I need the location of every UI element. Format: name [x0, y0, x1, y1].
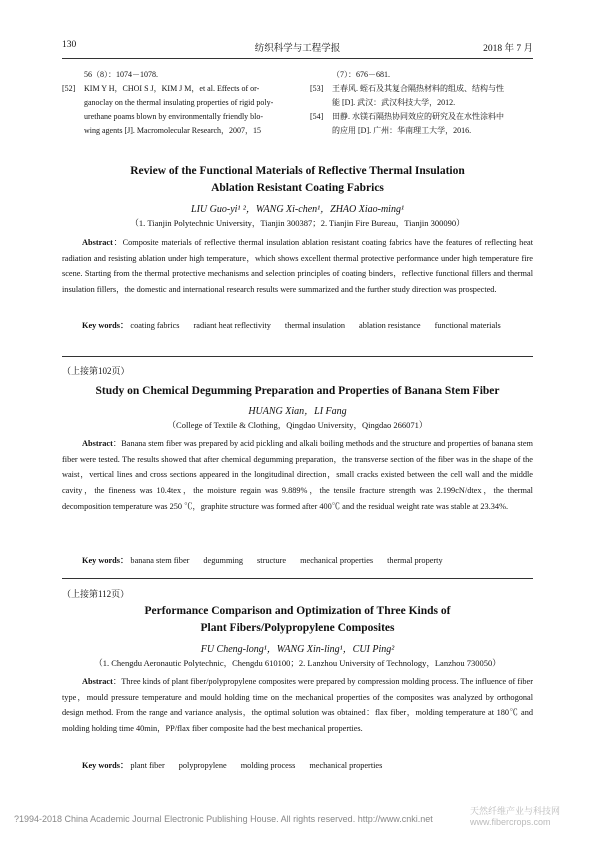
keyword: degumming: [203, 556, 244, 565]
article1-keywords: Key words： coating fabrics radiant heat reflectivity thermal insulation ablation resistance functional materials: [82, 321, 501, 330]
article2-abstract: Abstract：Banana stem fiber was prepared by acid pickling and alkali boiling methods and the structure and properties of banana stem fiber were tested. The results showed that after chemical degumming preparation，the transverse section of the fiber was in the shape of the waist，vertical lines and cross sections appeared in the longitudinal direction，small cracks existed between the cell wall and the middle cavity，the fineness was 10.4tex，the moisture regain was 9.889%，the tensile fracture strength was 2.199cN/dtex，the thermal decomposition temperature was 250 ℃，graphite structure was formed after 400℃ and the residual weight rate was stable at 23.34%.: [62, 439, 533, 511]
article2-keywords: Key words： banana stem fiber degumming structure mechanical properties thermal property: [82, 556, 443, 565]
article-divider-1: [62, 356, 533, 357]
article1-title: [62, 163, 533, 197]
reference-item: [310, 110, 536, 138]
references-right: [310, 68, 536, 138]
reference-line: urethane poams blown by environmentally friendly blo-: [84, 112, 264, 121]
article2-affiliation: （College of Textile & Clothing，Qingdao University，Qingdao 266071）: [167, 420, 428, 430]
keyword: structure: [257, 556, 287, 565]
keyword: banana stem fiber: [130, 556, 190, 565]
reference-line: 田静. 水镁石隔热协同效应的研究及在水性涂料中: [332, 112, 504, 121]
reference-line: wing agents [J]. Macromolecular Research，2007，15: [84, 126, 262, 135]
article2-continued-note: （上接第102页）: [62, 366, 130, 376]
reference-line: 王春风. 蛭石及其复合隔热材料的组成、结构与性: [332, 84, 504, 93]
issue-date: 2018 年 7 月: [483, 44, 533, 54]
keyword: polypropylene: [178, 761, 227, 770]
keyword: thermal insulation: [284, 321, 346, 330]
article-divider-2: [62, 578, 533, 579]
keyword: mechanical properties: [300, 556, 374, 565]
article3-title-line1: Performance Comparison and Optimization of Three Kinds of: [144, 605, 451, 617]
article3-continued-note: （上接第112页）: [62, 589, 130, 599]
keyword: molding process: [240, 761, 296, 770]
article1-authors: LIU Guo-yi¹ ²，WANG Xi-chen¹，ZHAO Xiao-ming¹: [191, 204, 404, 215]
reference-line: 56（8）：1074－1078.: [84, 70, 158, 79]
running-header: [62, 40, 533, 56]
reference-item: [310, 68, 536, 82]
reference-line: KIM Y H，CHOI S J，KIM J M，et al. Effects of or-: [84, 84, 260, 93]
article3-title: [62, 603, 533, 637]
reference-line: 的应用 [D]. 广州：华南理工大学，2016.: [332, 126, 472, 135]
header-rule: [62, 58, 533, 59]
article1-abstract: Abstract：Composite materials of reflective thermal insulation ablation resistant coating fabrics have the features of reflecting heat radiation and resisting ablation under high temperature，which shows excellent thermal protective performance under high temperature fire scene. Starting from the thermal protective mechanisms and selection principles of coating binders，reflective functional fillers and thermal insulation fillers，the domestic and international research results were summarized and the further study direction was prospected.: [62, 238, 533, 295]
article2-title: Study on Chemical Degumming Preparation and Properties of Banana Stem Fiber: [95, 385, 500, 397]
article1-title-line2: Ablation Resistant Coating Fabrics: [211, 182, 384, 194]
article3-abstract: Abstract：Three kinds of plant fiber/polypropylene composites were prepared by compression molding process. The influence of fiber type，mould pressure temperature and mould holding time on the mechanical properties of the composites was analyzed by orthogonal design method. From the range and variance analysis，the optimal solution was obtained：flax fiber，molding temperature at 180℃ and molding holding time 40min，PP/flax fiber composite had the best mechanical properties.: [62, 677, 533, 734]
keyword: radiant heat reflectivity: [193, 321, 271, 330]
keyword: ablation resistance: [359, 321, 421, 330]
article1-affiliation: （1. Tianjin Polytechnic University，Tianjin 300387；2. Tianjin Fire Bureau，Tianjin 300090）: [130, 218, 465, 228]
keyword: thermal property: [387, 556, 443, 565]
reference-number: [54]: [310, 112, 324, 121]
keyword: coating fabrics: [130, 321, 180, 330]
reference-line: （7）：676－681.: [332, 70, 390, 79]
reference-number: [52]: [62, 84, 76, 93]
keyword: plant fiber: [130, 761, 165, 770]
article1-title-line1: Review of the Functional Materials of Reflective Thermal Insulation: [130, 165, 465, 177]
keyword: functional materials: [434, 321, 501, 330]
reference-number: [53]: [310, 84, 324, 93]
article3-keywords: Key words： plant fiber polypropylene molding process mechanical properties: [82, 761, 383, 770]
keyword: mechanical properties: [309, 761, 383, 770]
copyright-footer: ?1994-2018 China Academic Journal Electronic Publishing House. All rights reserved. http://www.cnki.net: [14, 814, 433, 824]
article3-authors: FU Cheng-long¹，WANG Xin-ling¹，CUI Ping²: [200, 644, 395, 655]
references-left: [62, 68, 298, 138]
page-number: 130: [62, 40, 77, 50]
reference-item: [62, 68, 298, 82]
reference-line: ganoclay on the thermal insulating properties of rigid poly-: [84, 98, 274, 107]
reference-line: 能 [D]. 武汉：武汉科技大学，2012.: [332, 98, 456, 107]
article3-affiliation: （1. Chengdu Aeronautic Polytechnic，Chengdu 610100；2. Lanzhou University of Technology，Lanzhou 730050）: [94, 658, 501, 668]
reference-item: [310, 82, 536, 110]
journal-name: 纺织科学与工程学报: [254, 44, 341, 54]
reference-item: [62, 82, 298, 138]
article3-title-line2: Plant Fibers/Polypropylene Composites: [200, 622, 395, 634]
article2-authors: HUANG Xian，LI Fang: [248, 406, 347, 417]
watermark: 天然纤维产业与科技网 www.fibercrops.com: [470, 806, 561, 827]
